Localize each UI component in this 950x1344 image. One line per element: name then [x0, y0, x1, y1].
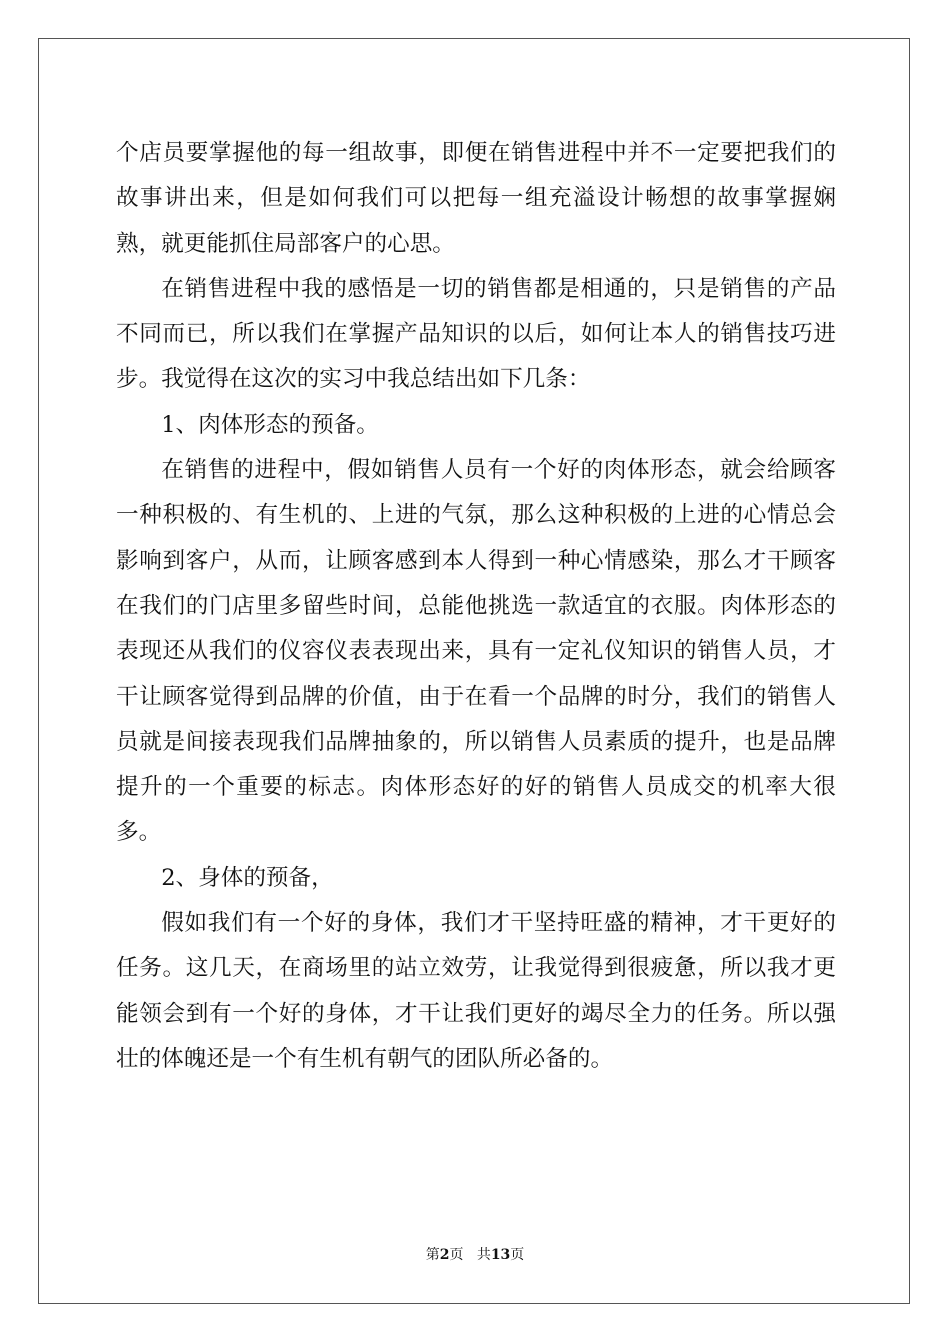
section-heading-2: 2、身体的预备， [161, 864, 334, 891]
document-body [116, 131, 836, 1082]
paragraph-1: 个店员要掌握他的每一组故事，即便在销售进程中并不一定要把我们的故事讲出来，但是如何我们可以把每一组充溢设计畅想的故事掌握娴熟，就更能抓住局部客户的心思。 [116, 140, 836, 257]
section-heading-1: 1、肉体形态的预备。 [161, 411, 379, 438]
page-prefix: 第 [425, 1247, 440, 1263]
total-prefix: 共 [476, 1247, 491, 1263]
page-footer [0, 1244, 950, 1264]
total-suffix: 页 [510, 1247, 525, 1263]
paragraph-4: 假如我们有一个好的身体，我们才干坚持旺盛的精神，才干更好的任务。这几天，在商场里的站立效劳，让我觉得到很疲惫，所以我才更能领会到有一个好的身体，才干让我们更好的竭尽全力的任务。所以强壮的体魄还是一个有生机有朝气的团队所必备的。 [116, 910, 836, 1072]
page-number: 2 [439, 1247, 450, 1263]
paragraph-3: 在销售的进程中，假如销售人员有一个好的肉体形态，就会给顾客一种积极的、有生机的、上进的气氛，那么这种积极的上进的心情总会影响到客户，从而，让顾客感到本人得到一种心情感染，那么才干顾客在我们的门店里多留些时间，总能他挑选一款适宜的衣服。肉体形态的表现还从我们的仪容仪表表现出来，具有一定礼仪知识的销售人员，才干让顾客觉得到品牌的价值，由于在看一个品牌的时分，我们的销售人员就是间接表现我们品牌抽象的，所以销售人员素质的提升，也是品牌提升的一个重要的标志。肉体形态好的好的销售人员成交的机率大很多。 [116, 457, 836, 846]
page-suffix: 页 [449, 1247, 464, 1263]
paragraph-2: 在销售进程中我的感悟是一切的销售都是相通的，只是销售的产品不同而已，所以我们在掌握产品知识的以后，如何让本人的销售技巧进步。我觉得在这次的实习中我总结出如下几条： [116, 275, 836, 393]
total-pages: 13 [490, 1247, 511, 1263]
